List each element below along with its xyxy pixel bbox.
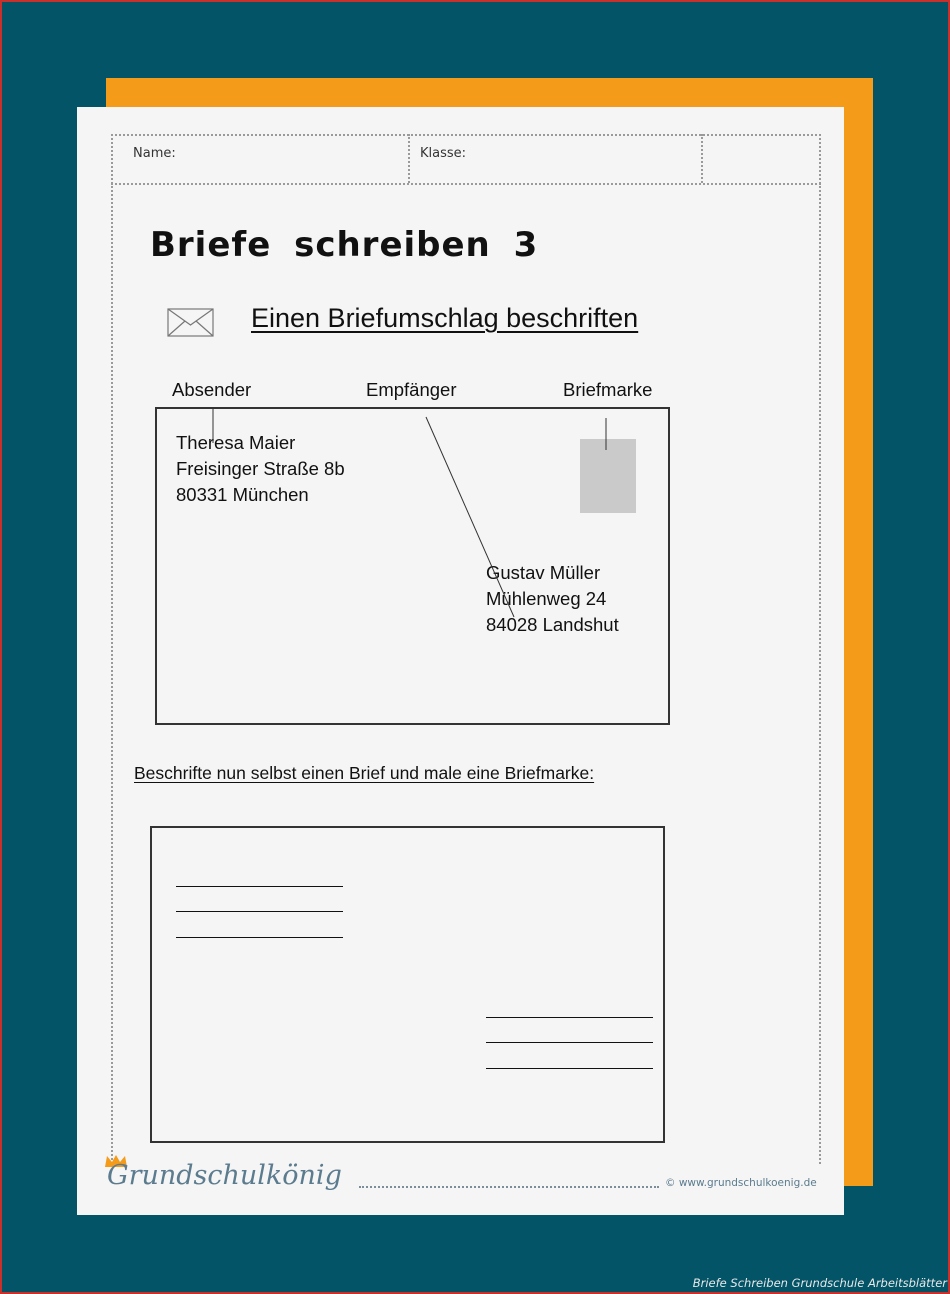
sender-write-line[interactable] (176, 886, 343, 887)
sender-write-line[interactable] (176, 911, 343, 912)
image-caption: Briefe Schreiben Grundschule Arbeitsblätter (692, 1276, 947, 1290)
recipient-write-line[interactable] (486, 1068, 653, 1069)
name-field-label: Name: (133, 146, 176, 161)
recipient-write-line[interactable] (486, 1017, 653, 1018)
blank-envelope (150, 826, 665, 1143)
copyright-text: © www.grundschulkoenig.de (665, 1177, 817, 1189)
sender-address-line: Theresa Maier (176, 432, 296, 453)
recipient-label: Empfänger (366, 379, 457, 400)
recipient-pointer-line (426, 417, 514, 617)
recipient-write-line[interactable] (486, 1042, 653, 1043)
worksheet-page (77, 107, 844, 1215)
worksheet-title: Briefe schreiben 3 (150, 225, 539, 265)
brand-logo-text: Grundschulkönig (107, 1160, 342, 1191)
sender-write-line[interactable] (176, 937, 343, 938)
pointer-lines (77, 107, 844, 727)
sender-address-line: Freisinger Straße 8b (176, 458, 345, 479)
worksheet-subtitle: Einen Briefumschlag beschriften (251, 303, 639, 333)
task-instruction: Beschrifte nun selbst einen Brief und male eine Briefmarke: (134, 763, 595, 783)
recipient-address-line: Gustav Müller (486, 562, 601, 583)
recipient-address-line: 84028 Landshut (486, 614, 619, 635)
sender-label: Absender (172, 379, 252, 400)
sender-address-line: 80331 München (176, 484, 309, 505)
stamp-label: Briefmarke (563, 379, 653, 400)
footer-dotted-line (359, 1186, 659, 1188)
class-field-label: Klasse: (420, 146, 467, 161)
recipient-address-line: Mühlenweg 24 (486, 588, 607, 609)
